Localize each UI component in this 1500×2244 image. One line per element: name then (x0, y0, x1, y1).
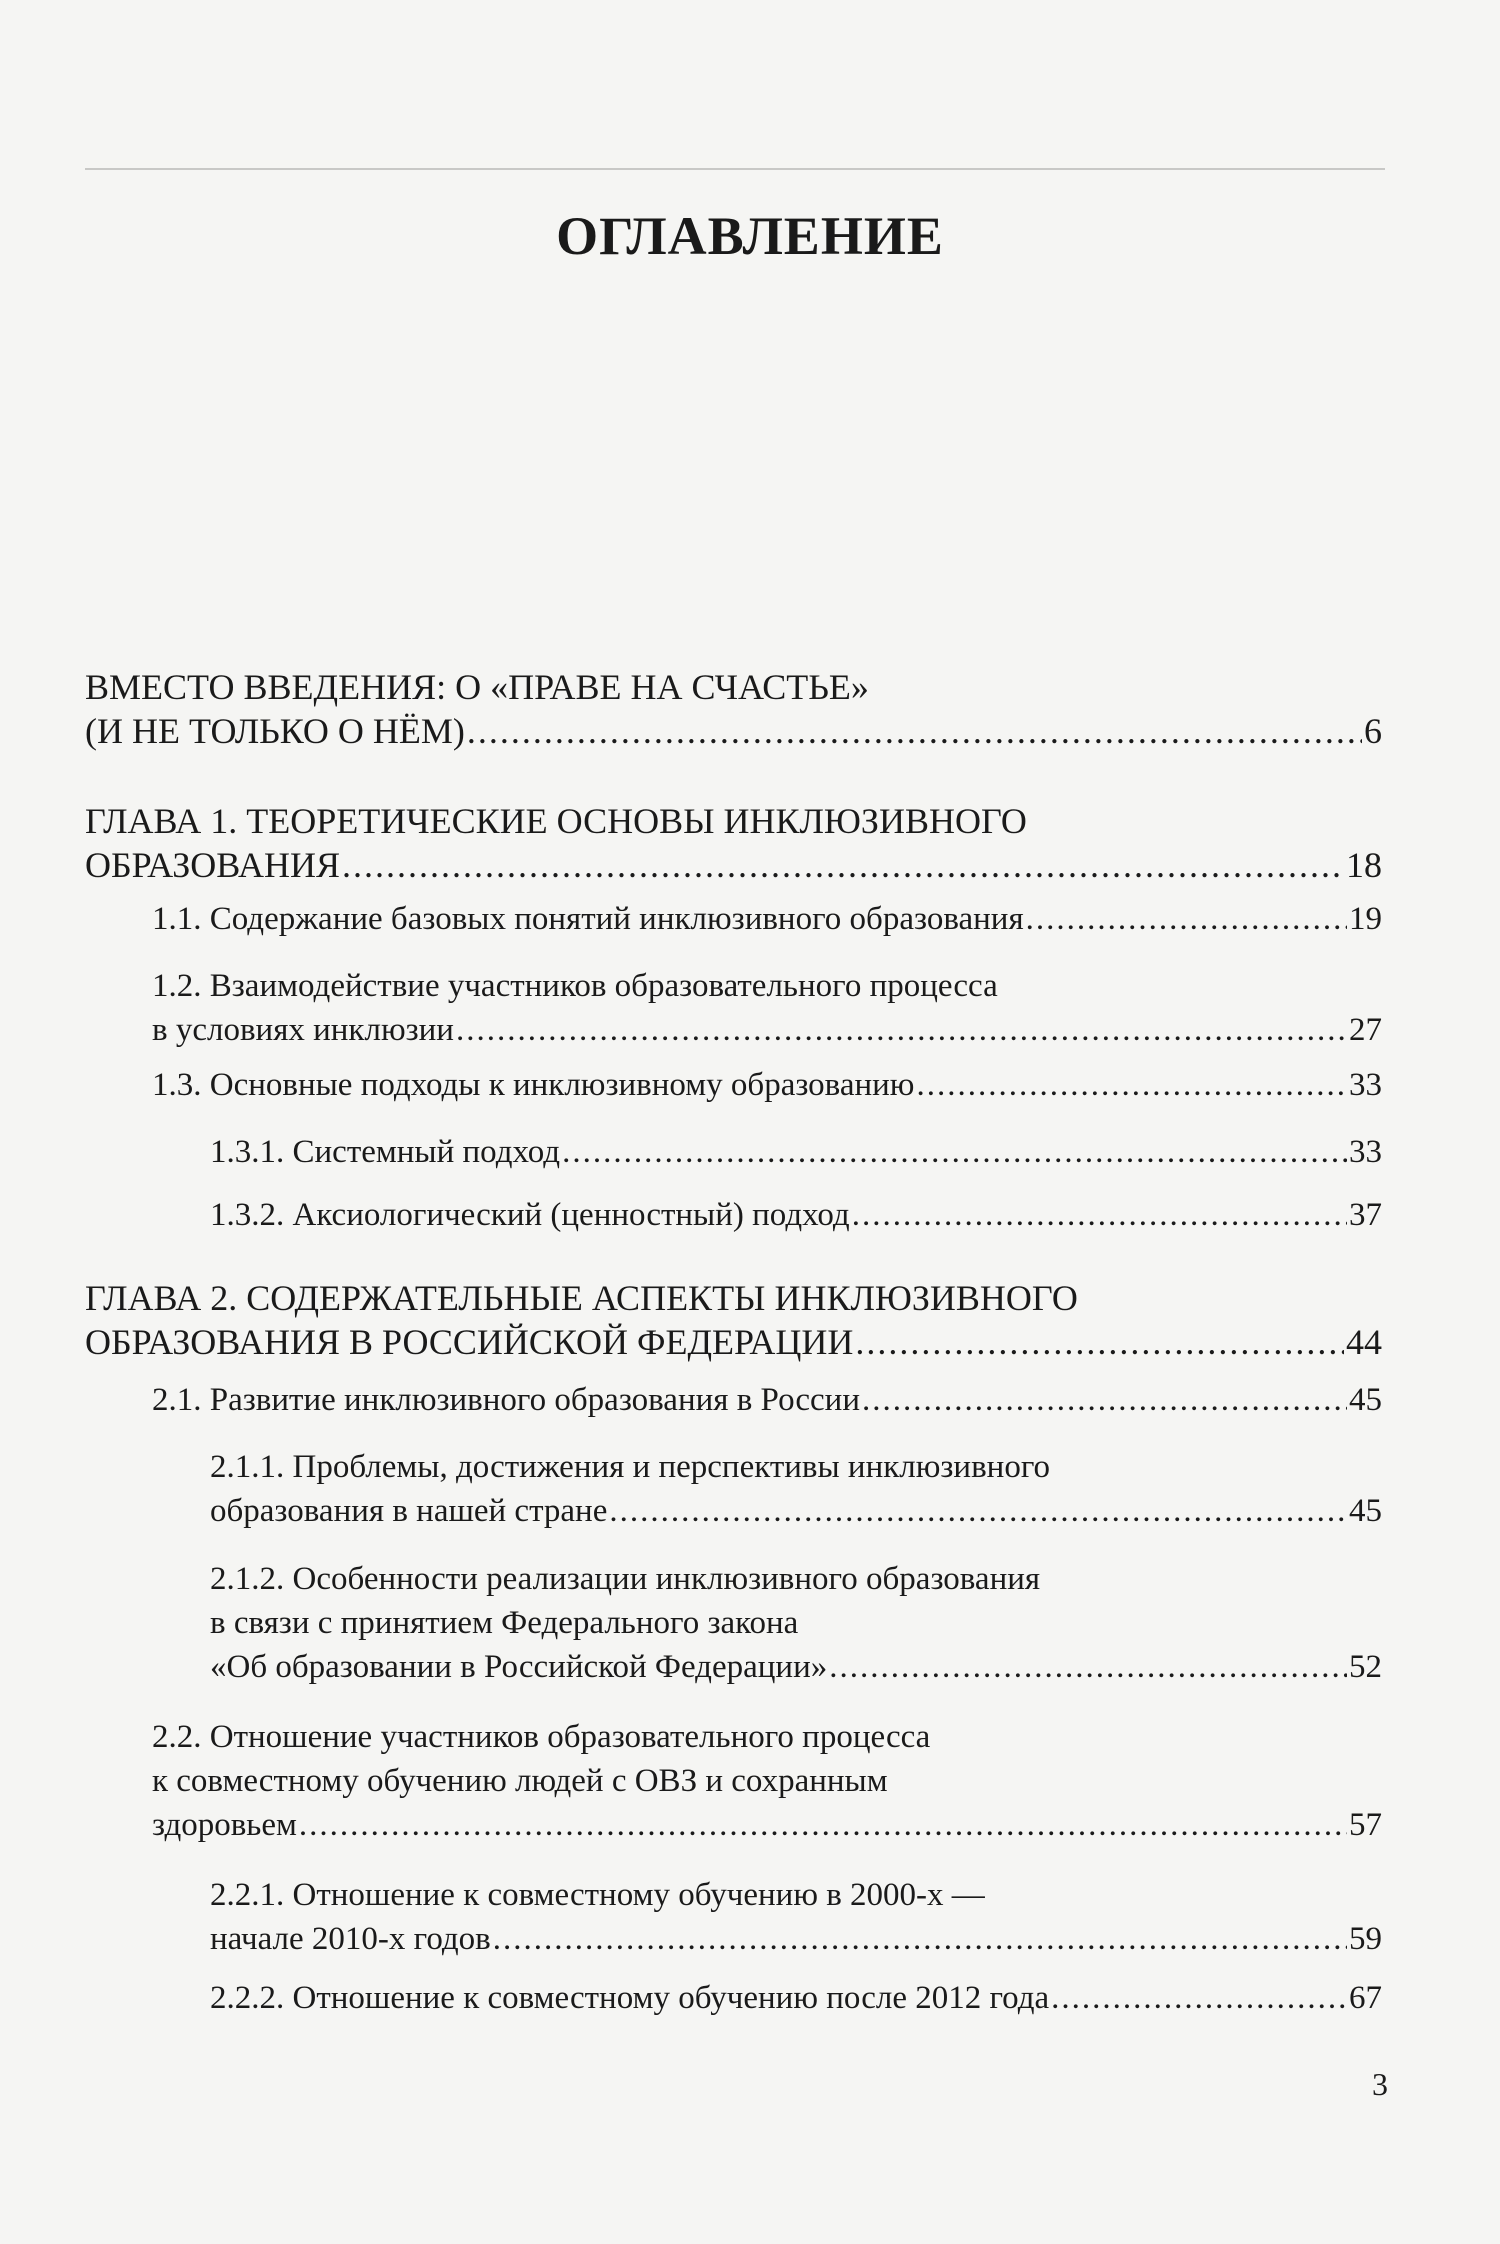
dot-leader (916, 1063, 1347, 1107)
toc-page-number: 37 (1349, 1197, 1382, 1233)
toc-entry-text: (И НЕ ТОЛЬКО О НЁМ) (85, 711, 465, 751)
toc-entry-text: ГЛАВА 2. СОДЕРЖАТЕЛЬНЫЕ АСПЕКТЫ ИНКЛЮЗИВНОГО (85, 1278, 1078, 1318)
dot-leader (1051, 1976, 1347, 2020)
toc-page-number: 52 (1349, 1649, 1382, 1685)
toc-page-number: 18 (1346, 845, 1382, 885)
toc-entry-line (152, 1008, 1382, 1052)
dot-leader (609, 1489, 1347, 1533)
toc-entry (210, 1130, 1382, 1174)
dot-leader (829, 1645, 1347, 1689)
toc-entry-text: к совместному обучению людей с ОВЗ и сохранным (152, 1763, 888, 1799)
toc-entry-text: 2.2.1. Отношение к совместному обучению в 2000-х — (210, 1877, 985, 1913)
toc-entry (152, 1378, 1382, 1422)
toc-entry (210, 1976, 1382, 2020)
toc-entry (152, 1063, 1382, 1107)
toc-entry-text: 1.2. Взаимодействие участников образовательного процесса (152, 968, 998, 1004)
dot-leader (862, 1378, 1347, 1422)
toc-page-number: 45 (1349, 1382, 1382, 1418)
toc-page-number: 27 (1349, 1012, 1382, 1048)
toc-entry (152, 1715, 1382, 1847)
toc-entry-line (85, 1320, 1382, 1364)
dot-leader (342, 843, 1344, 887)
toc-entry-line (85, 1276, 1382, 1320)
toc-entry (152, 897, 1382, 941)
dot-leader (855, 1320, 1344, 1364)
dot-leader (456, 1008, 1347, 1052)
toc-entry-text: 1.3.1. Системный подход (210, 1134, 561, 1170)
toc-entry-line (85, 843, 1382, 887)
toc-page-number: 19 (1349, 901, 1382, 937)
header-rule (85, 168, 1385, 170)
toc-entry (210, 1445, 1382, 1533)
toc-page-number: 6 (1364, 711, 1382, 751)
toc-entry-text: ОБРАЗОВАНИЯ В РОССИЙСКОЙ ФЕДЕРАЦИИ (85, 1322, 854, 1362)
toc-entry-line (210, 1489, 1382, 1533)
toc-entry-line (210, 1130, 1382, 1174)
toc-entry-text: 1.1. Содержание базовых понятий инклюзивного образования (152, 901, 1024, 937)
toc-entry-text: ГЛАВА 1. ТЕОРЕТИЧЕСКИЕ ОСНОВЫ ИНКЛЮЗИВНОГО (85, 801, 1027, 841)
toc-entry-line (210, 1557, 1382, 1601)
dot-leader (299, 1803, 1347, 1847)
dot-leader (493, 1917, 1347, 1961)
toc-entry-text: 2.2. Отношение участников образовательного процесса (152, 1719, 931, 1755)
toc-page-number: 33 (1349, 1067, 1382, 1103)
toc-entry-line (210, 1917, 1382, 1961)
toc-entry-line (152, 1715, 1382, 1759)
dot-leader (1026, 897, 1347, 941)
toc-entry (152, 964, 1382, 1052)
toc-entry-text: в связи с принятием Федерального закона (210, 1605, 799, 1641)
toc-entry-line (152, 1378, 1382, 1422)
dot-leader (467, 709, 1362, 753)
toc-page-number: 67 (1349, 1980, 1382, 2016)
toc-entry-line (210, 1873, 1382, 1917)
toc-entry-line (152, 897, 1382, 941)
toc-entry-line (85, 709, 1382, 753)
toc-entry (210, 1193, 1382, 1237)
toc-entry (85, 665, 1382, 753)
toc-entry-text: «Об образовании в Российской Федерации» (210, 1649, 828, 1685)
toc-entry-text: 1.3.2. Аксиологический (ценностный) подход (210, 1197, 850, 1233)
toc-entry-text: ОБРАЗОВАНИЯ (85, 845, 340, 885)
toc-page-number: 59 (1349, 1921, 1382, 1957)
toc-entry-line (152, 964, 1382, 1008)
toc-entry-line (210, 1976, 1382, 2020)
toc-page-number: 44 (1346, 1322, 1382, 1362)
toc-entry (85, 799, 1382, 887)
toc-entry-line (210, 1193, 1382, 1237)
toc-entry-line (85, 799, 1382, 843)
dot-leader (852, 1193, 1347, 1237)
toc-entry (85, 1276, 1382, 1364)
toc-entry-text: начале 2010-х годов (210, 1921, 491, 1957)
toc-entry-text: 2.1. Развитие инклюзивного образования в России (152, 1382, 861, 1418)
toc-entry-text: в условиях инклюзии (152, 1012, 454, 1048)
page-title: ОГЛАВЛЕНИЕ (556, 206, 944, 266)
toc-page-number: 33 (1349, 1134, 1382, 1170)
toc-entry-line (152, 1803, 1382, 1847)
dot-leader (562, 1130, 1347, 1174)
toc-entry-text: 1.3. Основные подходы к инклюзивному образованию (152, 1067, 915, 1103)
page-number: 3 (1372, 2066, 1388, 2102)
toc-entry-line (152, 1063, 1382, 1107)
toc-entry-line (210, 1645, 1382, 1689)
toc-entry (210, 1557, 1382, 1689)
toc-entry-text: ВМЕСТО ВВЕДЕНИЯ: О «ПРАВЕ НА СЧАСТЬЕ» (85, 667, 869, 707)
toc-page-number: 45 (1349, 1493, 1382, 1529)
toc-entry (210, 1873, 1382, 1961)
toc-entry-line (210, 1601, 1382, 1645)
toc-entry-text: 2.2.2. Отношение к совместному обучению после 2012 года (210, 1980, 1050, 2016)
toc-entry-text: здоровьем (152, 1807, 297, 1843)
toc-page-number: 57 (1349, 1807, 1382, 1843)
toc-entry-line (152, 1759, 1382, 1803)
toc-entry-line (85, 665, 1382, 709)
toc-entry-line (210, 1445, 1382, 1489)
toc-entry-text: образования в нашей стране (210, 1493, 608, 1529)
toc-entry-text: 2.1.2. Особенности реализации инклюзивного образования (210, 1561, 1041, 1597)
toc-entry-text: 2.1.1. Проблемы, достижения и перспективы инклюзивного (210, 1449, 1051, 1485)
